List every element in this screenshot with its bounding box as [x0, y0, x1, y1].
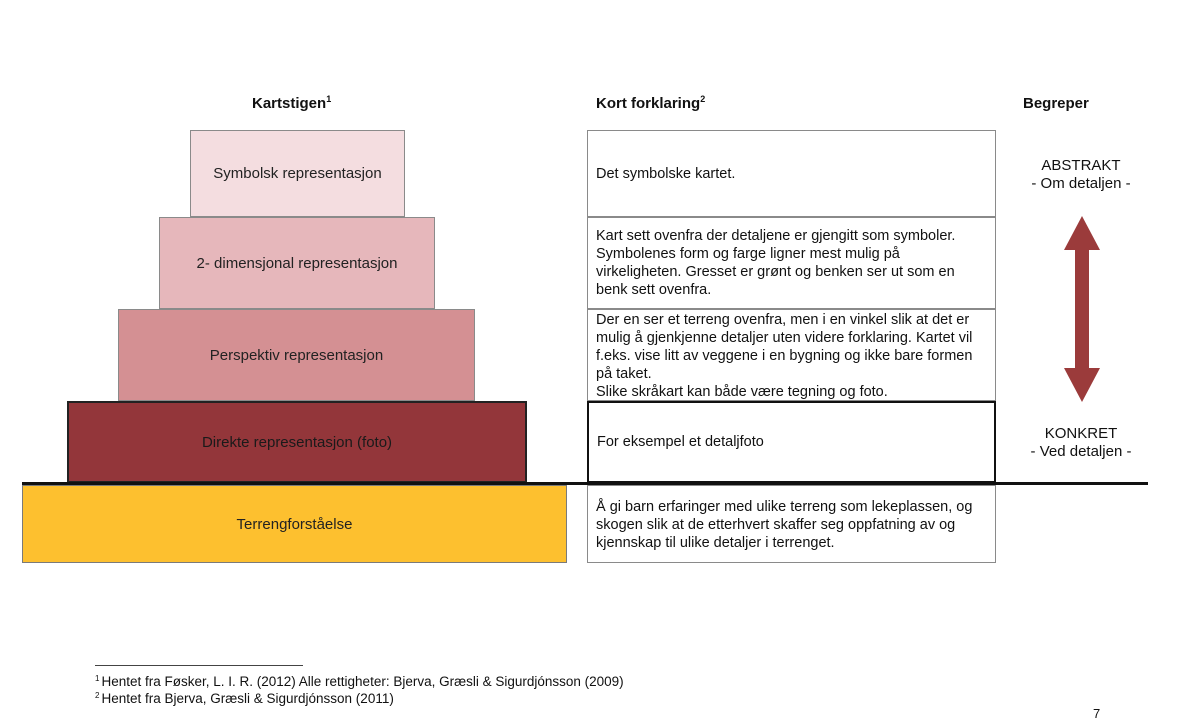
- ladder-step-symbolic: [190, 130, 405, 217]
- explanation-box-2d: [587, 217, 996, 309]
- footnote-text: Hentet fra Føsker, L. I. R. (2012) Alle rettigheter: Bjerva, Græsli & Sigurdjónsson (2009): [101, 674, 624, 689]
- concept-concrete: [1001, 425, 1161, 461]
- double-arrow-icon: [1062, 216, 1102, 402]
- explanation-text: Å gi barn erfaringer med ulike terreng som lekeplassen, og skogen slik at de etterhvert skaffer seg oppfatning av og kjennskap til ulike detaljer i terrenget.: [596, 499, 973, 551]
- explanation-box-perspective: [587, 309, 996, 401]
- ladder-step-2d: [159, 217, 435, 309]
- ladder-step-label: Symbolsk representasjon: [213, 165, 382, 182]
- explanation-text: Der en ser et terreng ovenfra, men i en vinkel slik at det er mulig å gjenkjenne detaljer uten videre forklaring. Kartet vil f.eks. vise litt av veggene i en bygning og ikke bare formen på taket.: [596, 312, 973, 382]
- ground-line: [22, 482, 1148, 485]
- ladder-header-footnote-ref: 1: [326, 94, 332, 104]
- concept-abstract: [1001, 157, 1161, 193]
- explanation-box-direct: [587, 401, 996, 483]
- ladder-step-direct: [67, 401, 527, 483]
- concept-concrete-label: KONKRET: [1044, 425, 1118, 442]
- ladder-step-label: Perspektiv representasjon: [209, 346, 384, 364]
- concept-concrete-sub: - Ved detaljen -: [1030, 443, 1132, 460]
- ladder-step-label: 2- dimensjonal representasjon: [196, 254, 398, 272]
- explanation-header: [596, 95, 705, 113]
- ladder-header: [252, 95, 331, 113]
- explanation-text: Kart sett ovenfra der detaljene er gjengitt som symboler. Symbolenes form og farge ligner mest mulig på virkeligheten. Gresset er grønt og benken ser ut som en benk sett ovenfra.: [596, 228, 956, 298]
- footnote-number: 2: [95, 690, 100, 700]
- footnote-2: [95, 691, 394, 707]
- concept-abstract-label: ABSTRAKT: [1041, 157, 1121, 174]
- explanation-text-extra: Slike skråkart kan både være tegning og foto.: [596, 384, 888, 400]
- explanation-box-terrain: [587, 485, 996, 563]
- explanation-header-footnote-ref: 2: [700, 94, 706, 104]
- footnote-divider: [95, 665, 303, 666]
- footnote-1: [95, 674, 624, 690]
- page-number: 7: [1093, 706, 1101, 721]
- ladder-step-label: Terrengforståelse: [236, 515, 353, 533]
- explanation-text: For eksempel et detaljfoto: [597, 434, 764, 450]
- footnote-text: Hentet fra Bjerva, Græsli & Sigurdjónsson (2011): [101, 691, 394, 706]
- footnote-number: 1: [95, 673, 100, 683]
- explanation-box-symbolic: [587, 130, 996, 217]
- concepts-header: Begreper: [1023, 95, 1089, 112]
- ladder-step-terrain: [22, 485, 567, 563]
- ladder-step-perspective: [118, 309, 475, 401]
- explanation-header-text: Kort forklaring: [596, 95, 701, 112]
- concept-abstract-sub: - Om detaljen -: [1031, 175, 1131, 192]
- ladder-header-text: Kartstigen: [252, 95, 327, 112]
- explanation-text: Det symbolske kartet.: [596, 165, 736, 182]
- ladder-step-label: Direkte representasjon (foto): [201, 433, 393, 451]
